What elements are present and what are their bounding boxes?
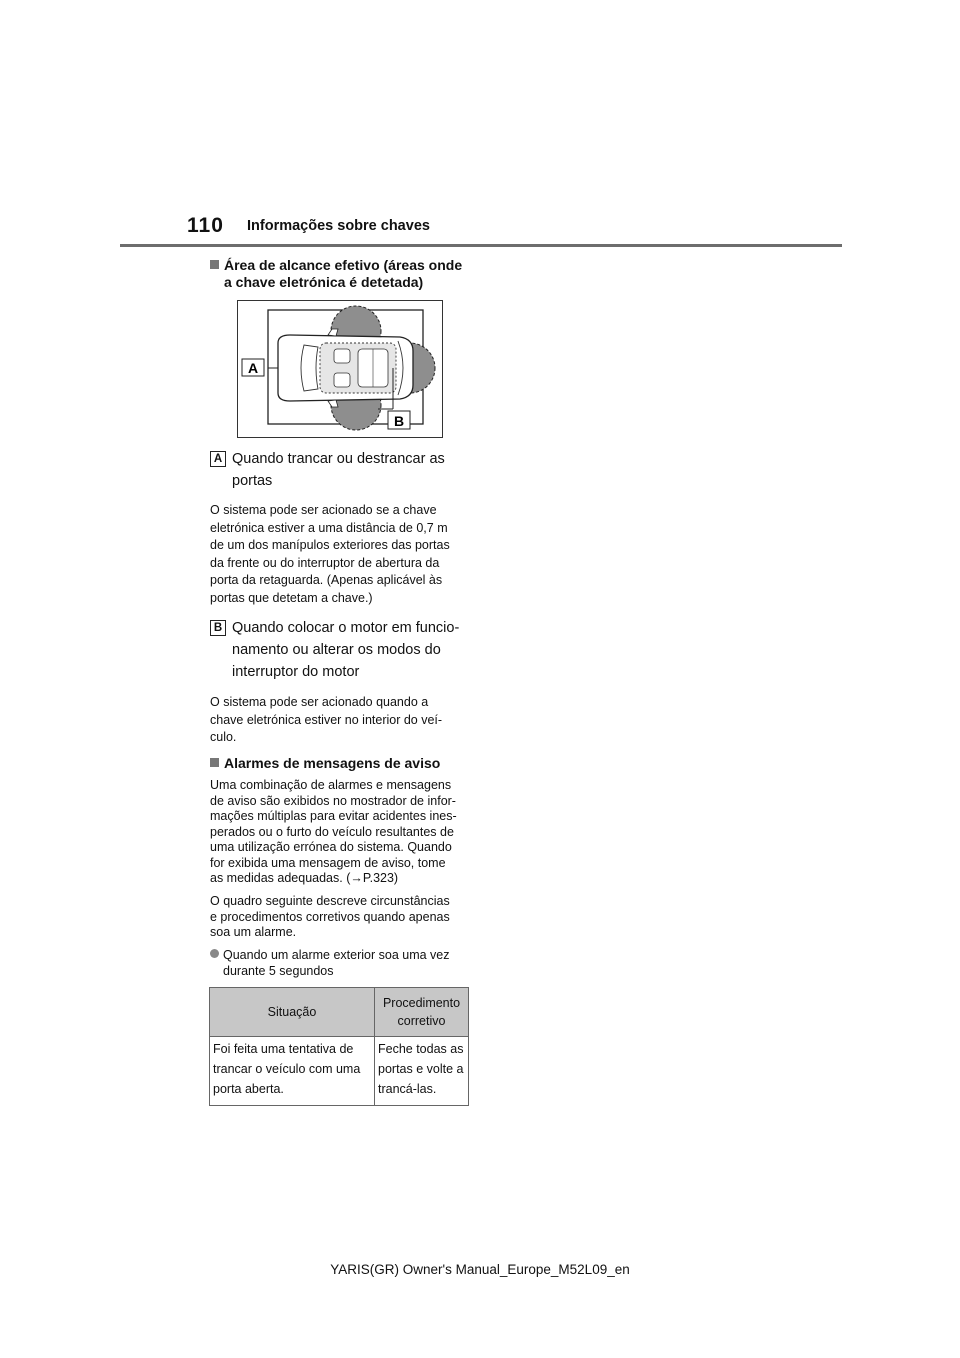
item-a-line-2: portas — [232, 473, 273, 489]
page-footer: YARIS(GR) Owner's Manual_Europe_M52L09_en — [330, 1262, 630, 1277]
text-line: O sistema pode ser acionado quando a — [210, 695, 429, 709]
page-number: 110 — [187, 214, 224, 237]
text-line: uma utilização errónea do sistema. Quando — [210, 840, 452, 854]
item-a-description — [210, 502, 475, 607]
table-row — [210, 1037, 469, 1106]
section-heading-text: Alarmes de mensagens de aviso — [224, 755, 441, 771]
section-heading-effective-range — [210, 257, 475, 291]
text-line: mações múltiplas para evitar acidentes ines- — [210, 809, 457, 823]
circle-bullet-icon — [210, 949, 219, 958]
header-divider — [120, 244, 842, 247]
item-b-heading — [210, 617, 475, 683]
square-bullet-icon — [210, 758, 219, 767]
text-line: chave eletrónica estiver no interior do veí- — [210, 712, 443, 727]
table-header-situation: Situação — [210, 988, 375, 1037]
table-header-procedure — [375, 988, 469, 1037]
table-cell-situation — [210, 1037, 375, 1106]
section-heading-line-1: Área de alcance efetivo (áreas onde — [224, 257, 463, 273]
text-line: da frente ou do interruptor de abertura da — [210, 555, 440, 570]
text-line: porta da retaguarda. (Apenas aplicável às — [210, 573, 443, 587]
warning-paragraph-1 — [210, 778, 475, 887]
page-header-title: Informações sobre chaves — [247, 218, 430, 234]
item-a-line-1: Quando trancar ou destrancar as — [232, 451, 445, 467]
label-a-box: A — [210, 451, 226, 467]
text-line: de um dos manípulos exteriores das portas — [210, 538, 450, 552]
cell-line: trancá-las. — [378, 1082, 437, 1096]
text-line: O quadro seguinte descreve circunstâncias — [210, 894, 450, 908]
text-line: eletrónica estiver a uma distância de 0,7 m — [210, 520, 448, 535]
text-line: portas que detetam a chave.) — [210, 590, 373, 605]
situation-table — [209, 987, 469, 1106]
text-line: as medidas adequadas. (→P.323) — [210, 871, 399, 885]
item-b-line-1: Quando colocar o motor em funcio- — [232, 620, 460, 636]
text-line: soa um alarme. — [210, 925, 297, 939]
bullet-line-1: Quando um alarme exterior soa uma vez — [223, 948, 450, 962]
table-header-row — [210, 988, 469, 1037]
text-line: de aviso são exibidos no mostrador de infor- — [210, 793, 456, 808]
cell-line: trancar o veículo com uma — [213, 1062, 361, 1076]
header-line: corretivo — [397, 1014, 446, 1028]
text-line: O sistema pode ser acionado se a chave — [210, 503, 437, 517]
label-b-box: B — [210, 620, 226, 636]
item-b-line-2: namento ou alterar os modos do — [232, 642, 441, 658]
item-b-line-3: interruptor do motor — [232, 664, 360, 680]
cell-line: Foi feita uma tentativa de — [213, 1042, 354, 1056]
warning-paragraph-2 — [210, 894, 475, 941]
text-line: for exibida uma mensagem de aviso, tome — [210, 855, 446, 870]
detection-area-figure — [237, 300, 443, 438]
cell-line: portas e volte a — [378, 1062, 464, 1076]
text-line: culo. — [210, 730, 237, 744]
section-heading-line-2: a chave eletrónica é detetada) — [224, 274, 424, 290]
figure-label-a: A — [247, 360, 259, 376]
text-line: e procedimentos corretivos quando apenas — [210, 909, 450, 924]
square-bullet-icon — [210, 260, 219, 269]
item-a-heading — [210, 448, 475, 492]
bullet-line-2: durante 5 segundos — [223, 963, 334, 978]
text-line: Uma combinação de alarmes e mensagens — [210, 778, 452, 792]
item-b-description — [210, 694, 475, 747]
cell-line: Feche todas as — [378, 1042, 464, 1056]
section-heading-warning-alarms — [210, 755, 475, 772]
header-line: Procedimento — [382, 996, 461, 1010]
figure-label-b: B — [393, 413, 405, 429]
car-top-view-illustration — [238, 301, 442, 437]
table-cell-procedure — [375, 1037, 469, 1106]
bullet-exterior-alarm — [210, 948, 475, 979]
text-line: perados ou o furto do veículo resultantes de — [210, 824, 454, 839]
cell-line: porta aberta. — [213, 1082, 284, 1096]
